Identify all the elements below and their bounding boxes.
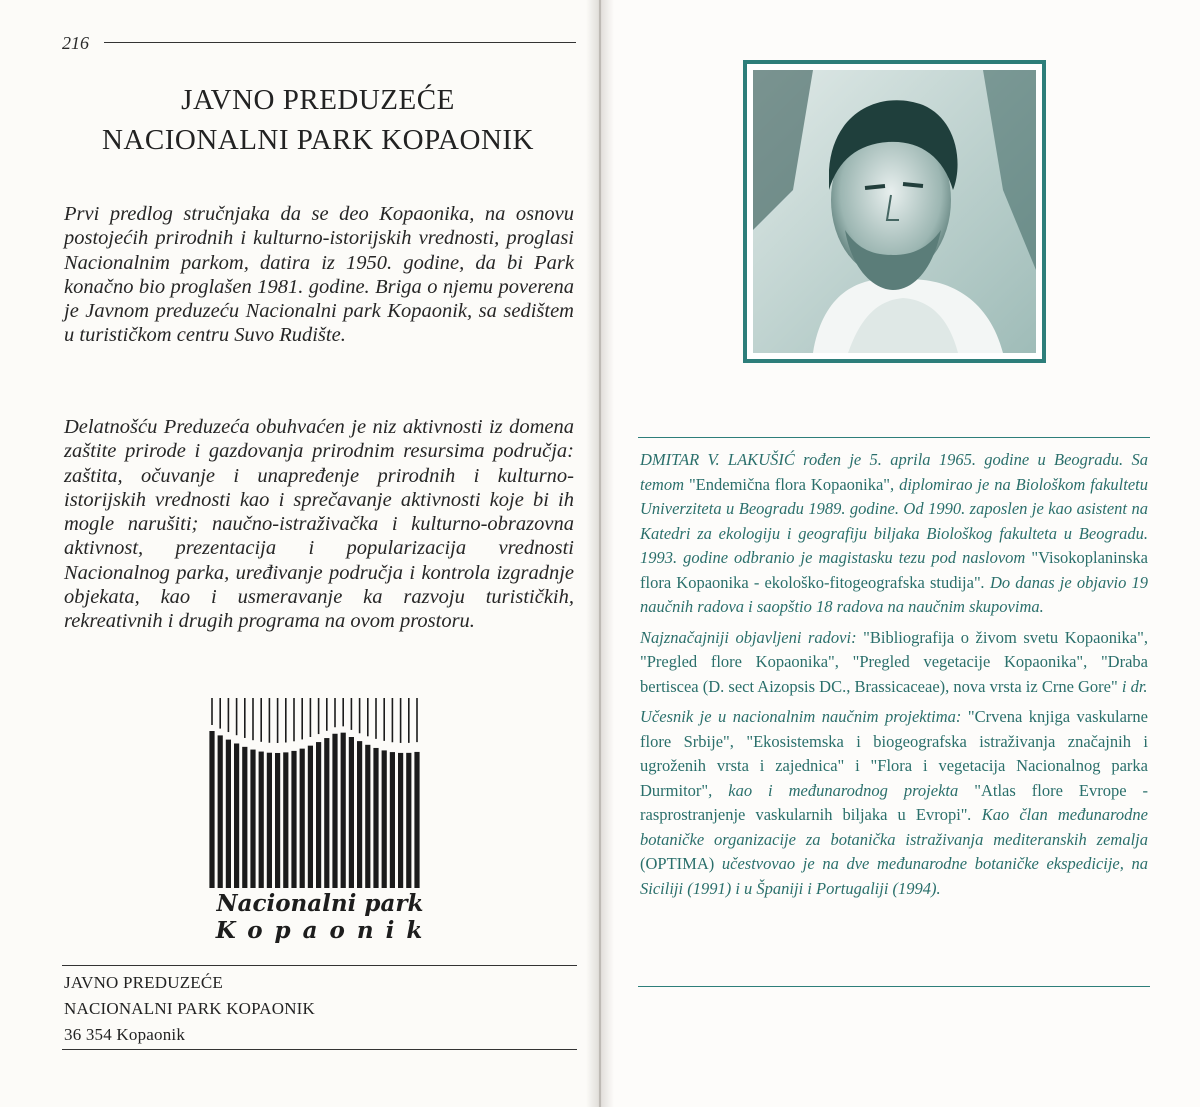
bio-rule-top: [638, 437, 1150, 438]
bio-text: "Crvena knjiga vaskularne flore Srbije", "Ekosistemska i biogeografska istraživanja značajnih i ugroženih vrsta i zajednica" i "Flora i vegetacija Nacionalnog parka Durmitor": [640, 707, 1148, 800]
bio-text: "Endemična flora Kopaonika": [688, 474, 891, 494]
intro-paragraph: Prvi predlog stručnjaka da se deo Kopaonika, na osnovu postojećih prirodnih i kulturno-istorijskih vrednosti, proglasi Nacionalnim parkom, datira iz 1950. godine, da bi Park konačno bio proglašen 1981. godine. Briga o njemu poverena je Javnom preduzeću Nacionalni park Kopaonik, sa sedištem u turističkom centru Suvo Rudište.: [64, 203, 574, 347]
logo-bar: [308, 746, 313, 888]
logo-bar: [414, 752, 419, 888]
logo-bar: [283, 752, 288, 888]
biography: [640, 448, 1148, 907]
logo-bar: [406, 753, 411, 888]
page-number: 216: [62, 33, 89, 53]
logo-bar: [218, 735, 223, 888]
activities-paragraph: Delatnošću Preduzeća obuhvaćen je niz aktivnosti iz domena zaštite prirode i gazdovanja prirodnim resursima područja: zaštita, očuvanje i unapređenje prirodnih i kulturno-istorijskih vrednosti kao i sprečavanje aktivnosti koje bi ih mogle narušiti; naučno-istraživačka i kulturno-obrazovna aktivnost, prezentacija i popularizacija vrednosti Nacionalnog parka, uređivanje područja i kontrola izgradnje objekata, kao i usmeravanje ka razvoju turističkih, rekreativnih i drugih programa na ovom prostoru.: [64, 416, 574, 633]
address-block: [64, 970, 564, 1048]
bio-text: i dr.: [1117, 676, 1148, 696]
bio-paragraph-1: [640, 448, 1148, 620]
logo-bar: [291, 751, 296, 888]
logo-bar: [349, 737, 354, 888]
portrait-frame: [743, 60, 1046, 363]
header-rule: [104, 42, 576, 43]
logo-bar: [226, 740, 231, 888]
page-title: [40, 80, 596, 160]
logo-bar: [390, 752, 395, 888]
logo-bar: [316, 742, 321, 888]
logo-bar: [382, 750, 387, 888]
logo-wordmark: [200, 890, 440, 944]
bio-text: "Visokoplaninska flora Kopaonika - ekološko-fitogeografska studija": [640, 548, 1148, 592]
logo-bar: [373, 748, 378, 888]
logo-bar: [250, 750, 255, 888]
logo-bar: [365, 745, 370, 888]
bio-text: , diplomirao je na Biološkom fakultetu Univerziteta u Beogradu 1989. godine. Od 1990. zaposlen je kao asistent na Katedri za ekologiju i geografiju biljaka Biološkog fakulteta u Beogradu. 1993. godine odbranio je magistasku tezu pod naslovom: [640, 474, 1148, 567]
title-line-1: JAVNO PREDUZEĆE: [181, 84, 455, 116]
bio-text: Najznačajniji objavljeni radovi:: [640, 627, 857, 647]
address-line-3: 36 354 Kopaonik: [64, 1025, 186, 1044]
portrait-photo: [753, 70, 1036, 353]
logo-bar: [209, 731, 214, 888]
bio-text: , kao i međunarodnog projekta: [708, 780, 975, 800]
address-rule-bottom: [62, 1049, 577, 1050]
bio-paragraph-2: [640, 626, 1148, 700]
bio-name: DMITAR V. LAKUŠIĆ: [640, 450, 795, 469]
logo-bar: [267, 753, 272, 888]
bio-text: "Atlas flore Evrope - rasprostranjenje vaskularnih biljaka u Evropi": [640, 780, 1148, 824]
logo-bar: [398, 753, 403, 888]
logo-bar: [341, 733, 346, 888]
logo-bar: [332, 734, 337, 888]
bio-paragraph-3: [640, 705, 1148, 901]
bio-rule-bottom: [638, 986, 1150, 987]
park-logo-icon: [208, 698, 428, 888]
portrait-icon: [753, 70, 1036, 353]
logo-bar: [300, 749, 305, 888]
logo-line-2: Kopaonik: [215, 917, 435, 944]
logo-line-1: Nacionalni park: [216, 890, 424, 917]
right-page: [600, 0, 1200, 1107]
logo-bar: [275, 753, 280, 888]
bio-text: rođen je 5. aprila 1965. godine u Beogradu. Sa temom: [640, 450, 1148, 494]
bio-text: učestvovao je na dve međunarodne botaničke ekspedicije, na Siciliji (1991) i u Španiji i Portugaliji (1994).: [640, 854, 1148, 898]
logo-bar: [324, 738, 329, 888]
title-line-2: NACIONALNI PARK KOPAONIK: [101, 124, 534, 156]
logo-bar: [234, 743, 239, 888]
logo-bar: [357, 741, 362, 888]
bio-text: (OPTIMA): [640, 854, 715, 873]
bio-text: "Bibliografija o živom svetu Kopaonika", "Pregled flore Kopaonika", "Pregled vegetacije Kopaonika", "Draba bertiscea (D. sect Aizopsis DC., Brassicaceae), nova vrsta iz Crne Gore": [640, 627, 1148, 696]
bio-text: Učesnik je u nacionalnim naučnim projektima:: [640, 707, 962, 726]
address-line-1: JAVNO PREDUZEĆE: [64, 973, 224, 992]
logo-bar: [259, 752, 264, 888]
address-line-2: NACIONALNI PARK KOPAONIK: [64, 999, 316, 1018]
book-gutter: [586, 0, 614, 1107]
bio-text: . Kao član međunarodne botaničke organizacije za botanička istraživanja mediteranskih zemalja: [640, 805, 1148, 849]
bio-text: . Do danas je objavio 19 naučnih radova i saopštio 18 radova na naučnim skupovima.: [640, 572, 1148, 616]
address-rule-top: [62, 965, 577, 966]
logo-bar: [242, 747, 247, 888]
